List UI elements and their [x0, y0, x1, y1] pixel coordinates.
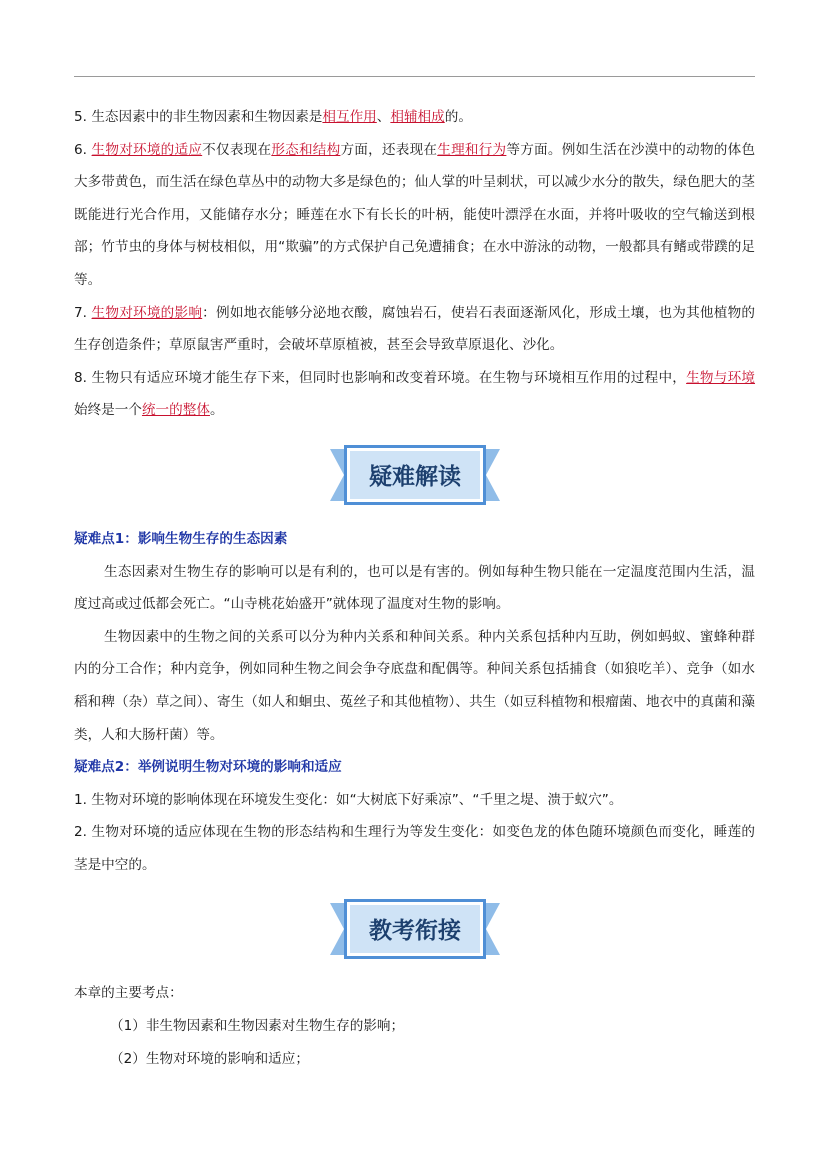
banner-title: 教考衔接 [368, 918, 461, 945]
point-text: 生态因素中的非生物因素和生物因素是 [91, 109, 323, 125]
keyword: 生物与环境 [686, 369, 756, 386]
list-item: 1. 生物对环境的影响体现在环境发生变化：如“大树底下好乘凉”、“千里之堤、溃于蚁穴”。 [74, 791, 623, 808]
keyword: 生理和行为 [437, 141, 507, 158]
difficulty-1-title: 疑难点1：影响生物生存的生态因素 [74, 530, 288, 547]
keyword: 相互作用 [322, 109, 377, 125]
point-8 [74, 362, 755, 427]
exam-intro: 本章的主要考点： [74, 985, 183, 1002]
banner-title: 疑难解读 [368, 463, 461, 490]
paragraph: 生物因素中的生物之间的关系可以分为种内关系和种间关系。种内关系包括种内互助，例如蚂蚁、蜜蜂种群内的分工合作；种内竞争，例如同种生物之间会争夺底盘和配偶等。种间关系包括捕食（如狼吃羊）、竞争（如水稻和稗（杂）草之间）、寄生（如人和蛔虫、菟丝子和其他植物）、共生（如豆科植物和根瘤菌、地衣中的真菌和藻类，人和大肠杆菌）等。 [74, 628, 755, 743]
point-number: 6. [74, 141, 87, 158]
paragraph: 生态因素对生物生存的影响可以是有利的，也可以是有害的。例如每种生物只能在一定温度范围内生活，温度过高或过低都会死亡。“山寺桃花始盛开”就体现了温度对生物的影响。 [74, 563, 755, 613]
point-text: 始终是一个 [74, 402, 142, 419]
exam-item: （1）非生物因素和生物因素对生物生存的影响； [110, 1018, 405, 1035]
point-7 [74, 297, 755, 362]
header-rule [74, 76, 755, 77]
point-text: 生物只有适应环境才能生存下来，但同时也影响和改变着环境。在生物与环境相互作用的过程中， [91, 369, 687, 386]
point-text: 方面，还表现在 [340, 141, 438, 158]
point-number: 5. [74, 109, 87, 125]
keyword: 统一的整体 [141, 402, 210, 419]
keyword: 生物对环境的适应 [91, 141, 203, 158]
section-banner-exam [74, 881, 755, 977]
point-number: 8. [74, 369, 87, 386]
point-text: 。 [209, 402, 224, 419]
keyword: 形态和结构 [271, 141, 341, 158]
difficulty-2-title: 疑难点2：举例说明生物对环境的影响和适应 [74, 759, 342, 776]
list-item: 2. 生物对环境的适应体现在生物的形态结构和生理行为等发生变化：如变色龙的体色随环境颜色而变化，睡莲的茎是中空的。 [74, 824, 755, 873]
point-text: 等方面。例如生活在沙漠中的动物的体色大多带黄色，而生活在绿色草丛中的动物大多是绿色的；仙人掌的叶呈刺状，可以减少水分的散失，绿色肥大的茎既能进行光合作用，又能储存水分；睡莲在水下有长长的叶柄，能使叶漂浮在水面，并将叶吸收的空气输送到根部；竹节虫的身体与树枝相似，用“欺骗”的方式保护自己免遭捕食；在水中游泳的动物，一般都具有鳍或带蹼的足等。 [74, 141, 756, 288]
point-text: ：例如地衣能够分泌地衣酸，腐蚀岩石，使岩石表面逐渐风化，形成土壤，也为其他植物的生存创造条件；草原鼠害严重时，会破坏草原植被，甚至会导致草原退化、沙化。 [74, 304, 756, 354]
point-5 [74, 101, 755, 134]
section-banner-difficulty [74, 427, 755, 523]
point-text: 不仅表现在 [202, 141, 272, 158]
point-number: 7. [74, 304, 87, 321]
point-text: 的。 [444, 109, 472, 125]
keyword: 生物对环境的影响 [91, 304, 203, 321]
page-content [74, 101, 755, 1075]
point-6 [74, 134, 755, 297]
point-text: 、 [376, 109, 391, 125]
keyword: 相辅相成 [390, 109, 445, 125]
exam-item: （2）生物对环境的影响和适应； [110, 1050, 309, 1067]
